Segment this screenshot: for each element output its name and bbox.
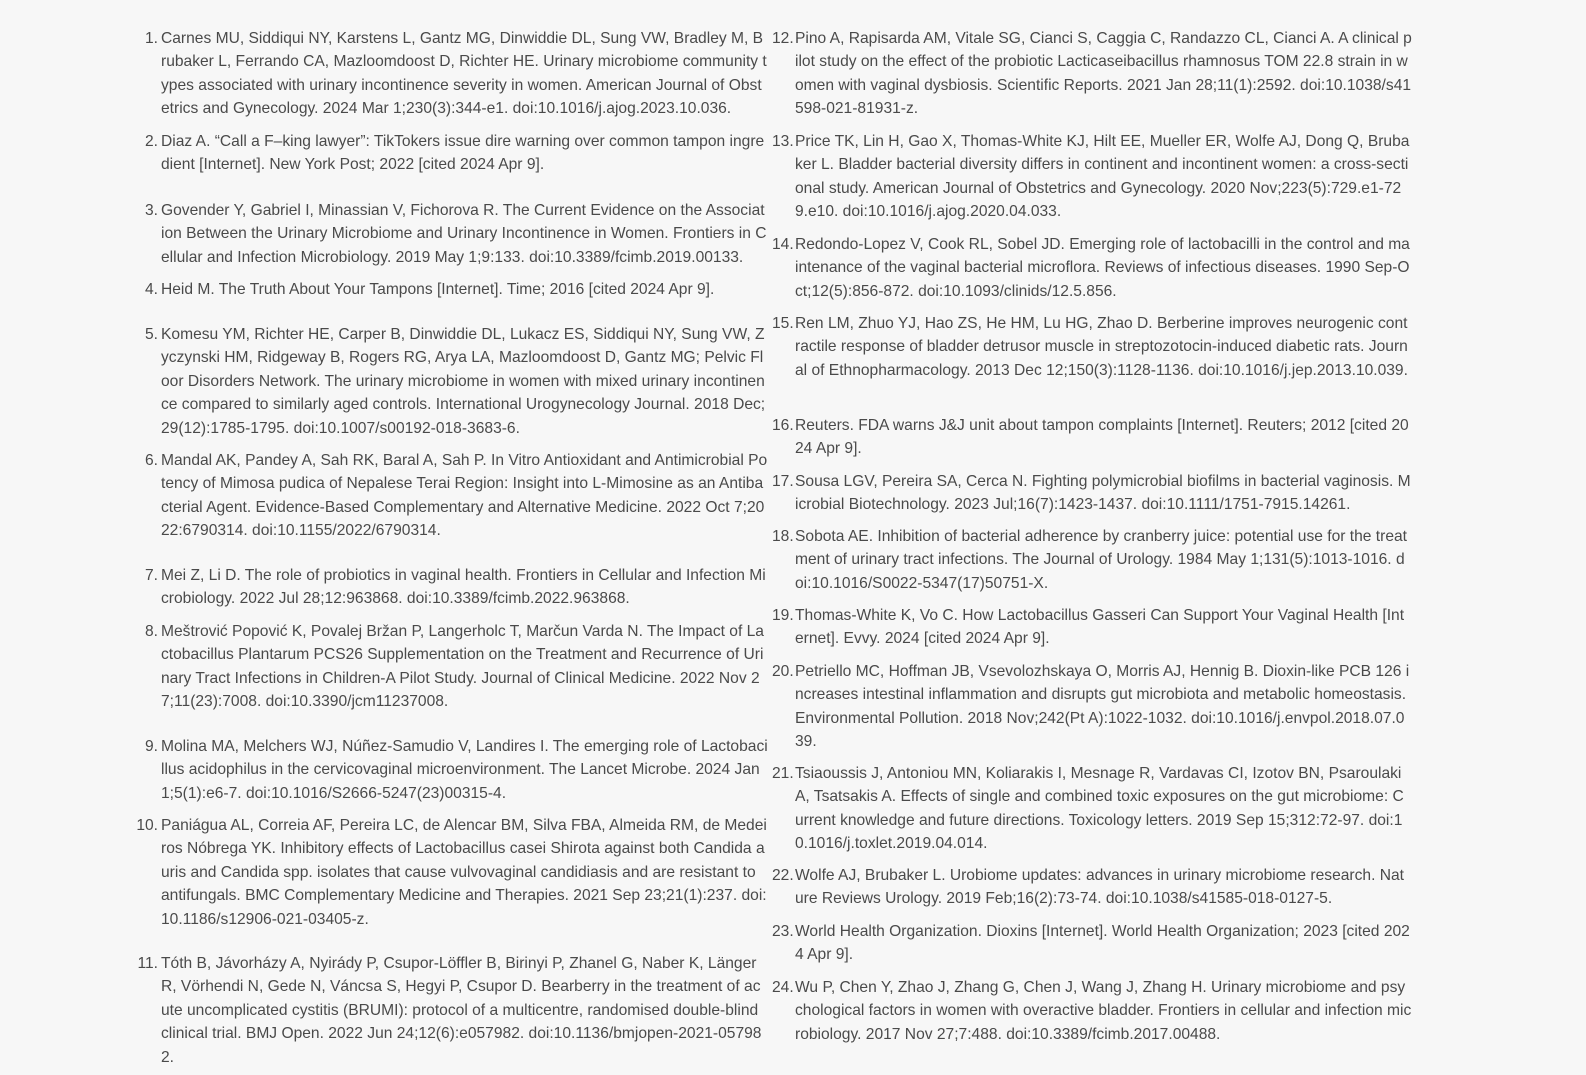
reference-item: [772, 312, 1412, 382]
reference-item: [772, 233, 1412, 303]
reference-text: Mei Z, Li D. The role of probiotics in vaginal health. Frontiers in Cellular and Infection Microbiology. 2022 Jul 28;12:963868. doi:10.3389/fcimb.2022.963868.: [161, 567, 766, 608]
reference-text: Tsiaoussis J, Antoniou MN, Koliarakis I, Mesnage R, Vardavas CI, Izotov BN, Psaroulaki A, Tsatsakis A. Effects of single and combined toxic exposures on the gut microbiome: Current knowledge and future directions. Toxicology letters. 2019 Sep 15;312:72-97. doi:10.1016/j.toxlet.2019.04.014.: [795, 765, 1404, 853]
reference-item: [130, 735, 768, 805]
reference-text: Petriello MC, Hoffman JB, Vsevolozhskaya O, Morris AJ, Hennig B. Dioxin-like PCB 126 increases intestinal inflammation and disrupts gut microbiota and metabolic homeostasis. Environmental Pollution. 2018 Nov;242(Pt A):1022-1032. doi:10.1016/j.envpol.2018.07.039.: [795, 663, 1410, 751]
reference-text: Diaz A. “Call a F–king lawyer”: TikTokers issue dire warning over common tampon ingredient [Internet]. New York Post; 2022 [cited 2024 Apr 9].: [161, 133, 765, 174]
reference-number: 23.: [772, 923, 794, 940]
reference-item: [130, 952, 768, 1069]
reference-item: [130, 620, 768, 714]
reference-item: [130, 199, 768, 269]
reference-item: [772, 920, 1412, 967]
reference-number: 16.: [772, 417, 794, 434]
reference-item: [772, 976, 1412, 1046]
reference-item: [772, 525, 1412, 595]
reference-text: World Health Organization. Dioxins [Internet]. World Health Organization; 2023 [cited 2024 Apr 9].: [795, 923, 1410, 964]
reference-text: Sobota AE. Inhibition of bacterial adherence by cranberry juice: potential use for the treatment of urinary tract infections. The Journal of Urology. 1984 May 1;131(5):1013-1016. doi:10.1016/S0022-5347(17)50751-X.: [795, 528, 1407, 592]
reference-number: 14.: [772, 236, 794, 253]
reference-text: Ren LM, Zhuo YJ, Hao ZS, He HM, Lu HG, Zhao D. Berberine improves neurogenic contractile response of bladder detrusor muscle in streptozotocin-induced diabetic rats. Journal of Ethnopharmacology. 2013 Dec 12;150(3):1128-1136. doi:10.1016/j.jep.2013.10.039.: [795, 315, 1408, 379]
reference-item: [130, 27, 768, 121]
reference-text: Thomas-White K, Vo C. How Lactobacillus Gasseri Can Support Your Vaginal Health [Internet]. Evvy. 2024 [cited 2024 Apr 9].: [795, 607, 1405, 648]
reference-number: 1.: [144, 30, 158, 47]
reference-item: [772, 604, 1412, 651]
reference-number: 9.: [144, 738, 158, 755]
reference-item: [772, 414, 1412, 461]
reference-number: 8.: [144, 623, 158, 640]
reference-number: 24.: [772, 979, 794, 996]
reference-text: Mandal AK, Pandey A, Sah RK, Baral A, Sah P. In Vitro Antioxidant and Antimicrobial Potency of Mimosa pudica of Nepalese Terai Region: Insight into L-Mimosine as an Antibacterial Agent. Evidence-Based Complementary and Alternative Medicine. 2022 Oct 7;2022:6790314. doi:10.1155/2022/6790314.: [161, 452, 768, 540]
reference-item: [772, 762, 1412, 856]
reference-number: 22.: [772, 867, 794, 884]
reference-text: Price TK, Lin H, Gao X, Thomas-White KJ, Hilt EE, Mueller ER, Wolfe AJ, Dong Q, Brubaker L. Bladder bacterial diversity differs in continent and incontinent women: a cross-sectional study. American Journal of Obstetrics and Gynecology. 2020 Nov;223(5):729.e1-729.e10. doi:10.1016/j.ajog.2020.04.033.: [795, 133, 1410, 221]
reference-number: 17.: [772, 473, 794, 490]
reference-text: Meštrović Popović K, Povalej Bržan P, Langerholc T, Marčun Varda N. The Impact of Lactobacillus Plantarum PCS26 Supplementation on the Treatment and Recurrence of Urinary Tract Infections in Children-A Pilot Study. Journal of Clinical Medicine. 2022 Nov 27;11(23):7008. doi:10.3390/jcm11237008.: [161, 623, 764, 711]
reference-text: Sousa LGV, Pereira SA, Cerca N. Fighting polymicrobial biofilms in bacterial vaginosis. Microbial Biotechnology. 2023 Jul;16(7):1423-1437. doi:10.1111/1751-7915.14261.: [795, 473, 1411, 514]
reference-text: Govender Y, Gabriel I, Minassian V, Fichorova R. The Current Evidence on the Association Between the Urinary Microbiome and Urinary Incontinence in Women. Frontiers in Cellular and Infection Microbiology. 2019 May 1;9:133. doi:10.3389/fcimb.2019.00133.: [161, 202, 767, 266]
reference-number: 13.: [772, 133, 794, 150]
reference-number: 21.: [772, 765, 794, 782]
reference-text: Komesu YM, Richter HE, Carper B, Dinwiddie DL, Lukacz ES, Siddiqui NY, Sung VW, Zyczynski HM, Ridgeway B, Rogers RG, Arya LA, Mazloomdoost D, Gantz MG; Pelvic Floor Disorders Network. The urinary microbiome in women with mixed urinary incontinence compared to similarly aged controls. International Urogynecology Journal. 2018 Dec;29(12):1785-1795. doi:10.1007/s00192-018-3683-6.: [161, 326, 766, 437]
reference-text: Reuters. FDA warns J&J unit about tampon complaints [Internet]. Reuters; 2012 [cited 2024 Apr 9].: [795, 417, 1409, 458]
reference-item: [130, 814, 768, 931]
reference-number: 7.: [144, 567, 158, 584]
reference-item: [772, 27, 1412, 121]
reference-number: 2.: [144, 133, 158, 150]
reference-item: [130, 278, 768, 301]
reference-text: Wolfe AJ, Brubaker L. Urobiome updates: advances in urinary microbiome research. Nature Reviews Urology. 2019 Feb;16(2):73-74. doi:10.1038/s41585-018-0127-5.: [795, 867, 1405, 908]
reference-item: [130, 323, 768, 440]
reference-number: 11.: [137, 955, 158, 972]
reference-text: Paniágua AL, Correia AF, Pereira LC, de Alencar BM, Silva FBA, Almeida RM, de Medeiros Nóbrega YK. Inhibitory effects of Lactobacillus casei Shirota against both Candida auris and Candida spp. isolates that cause vulvovaginal candidiasis and are resistant to antifungals. BMC Complementary Medicine and Therapies. 2021 Sep 23;21(1):237. doi:10.1186/s12906-021-03405-z.: [161, 817, 767, 928]
reference-item: [130, 449, 768, 543]
reference-item: [772, 470, 1412, 517]
reference-number: 12.: [772, 30, 794, 47]
reference-text: Carnes MU, Siddiqui NY, Karstens L, Gantz MG, Dinwiddie DL, Sung VW, Bradley M, Brubaker L, Ferrando CA, Mazloomdoost D, Richter HE. Urinary microbiome community types associated with urinary incontinence severity in women. American Journal of Obstetrics and Gynecology. 2024 Mar 1;230(3):344-e1. doi:10.1016/j.ajog.2023.10.036.: [161, 30, 767, 118]
reference-number: 5.: [144, 326, 158, 343]
reference-item: [130, 130, 768, 177]
reference-number: 10.: [136, 817, 158, 834]
reference-number: 18.: [772, 528, 794, 545]
reference-number: 20.: [772, 663, 794, 680]
reference-number: 15.: [772, 315, 794, 332]
reference-number: 19.: [772, 607, 794, 624]
reference-item: [772, 130, 1412, 224]
reference-item: [130, 564, 768, 611]
reference-text: Molina MA, Melchers WJ, Núñez-Samudio V, Landires I. The emerging role of Lactobacillus acidophilus in the cervicovaginal microenvironment. The Lancet Microbe. 2024 Jan 1;5(1):e6-7. doi:10.1016/S2666-5247(23)00315-4.: [161, 738, 768, 802]
reference-item: [772, 660, 1412, 754]
reference-text: Redondo-Lopez V, Cook RL, Sobel JD. Emerging role of lactobacilli in the control and maintenance of the vaginal bacterial microflora. Reviews of infectious diseases. 1990 Sep-Oct;12(5):856-872. doi:10.1093/clinids/12.5.856.: [795, 236, 1410, 300]
reference-text: Pino A, Rapisarda AM, Vitale SG, Cianci S, Caggia C, Randazzo CL, Cianci A. A clinical pilot study on the effect of the probiotic Lacticaseibacillus rhamnosus TOM 22.8 strain in women with vaginal dysbiosis. Scientific Reports. 2021 Jan 28;11(1):2592. doi:10.1038/s41598-021-81931-z.: [795, 30, 1412, 118]
reference-number: 6.: [144, 452, 158, 469]
reference-item: [772, 864, 1412, 911]
reference-text: Tóth B, Jávorházy A, Nyirády P, Csupor-Löffler B, Birinyi P, Zhanel G, Naber K, Länger R, Vörhendi N, Gede N, Váncsa S, Hegyi P, Csupor D. Bearberry in the treatment of acute uncomplicated cystitis (BRUMI): protocol of a multicentre, randomised double-blind clinical trial. BMJ Open. 2022 Jun 24;12(6):e057982. doi:10.1136/bmjopen-2021-057982.: [161, 955, 762, 1066]
reference-number: 4.: [144, 281, 158, 298]
reference-text: Heid M. The Truth About Your Tampons [Internet]. Time; 2016 [cited 2024 Apr 9].: [161, 281, 715, 298]
reference-number: 3.: [144, 202, 158, 219]
reference-text: Wu P, Chen Y, Zhao J, Zhang G, Chen J, Wang J, Zhang H. Urinary microbiome and psychological factors in women with overactive bladder. Frontiers in cellular and infection microbiology. 2017 Nov 27;7:488. doi:10.3389/fcimb.2017.00488.: [795, 979, 1412, 1043]
